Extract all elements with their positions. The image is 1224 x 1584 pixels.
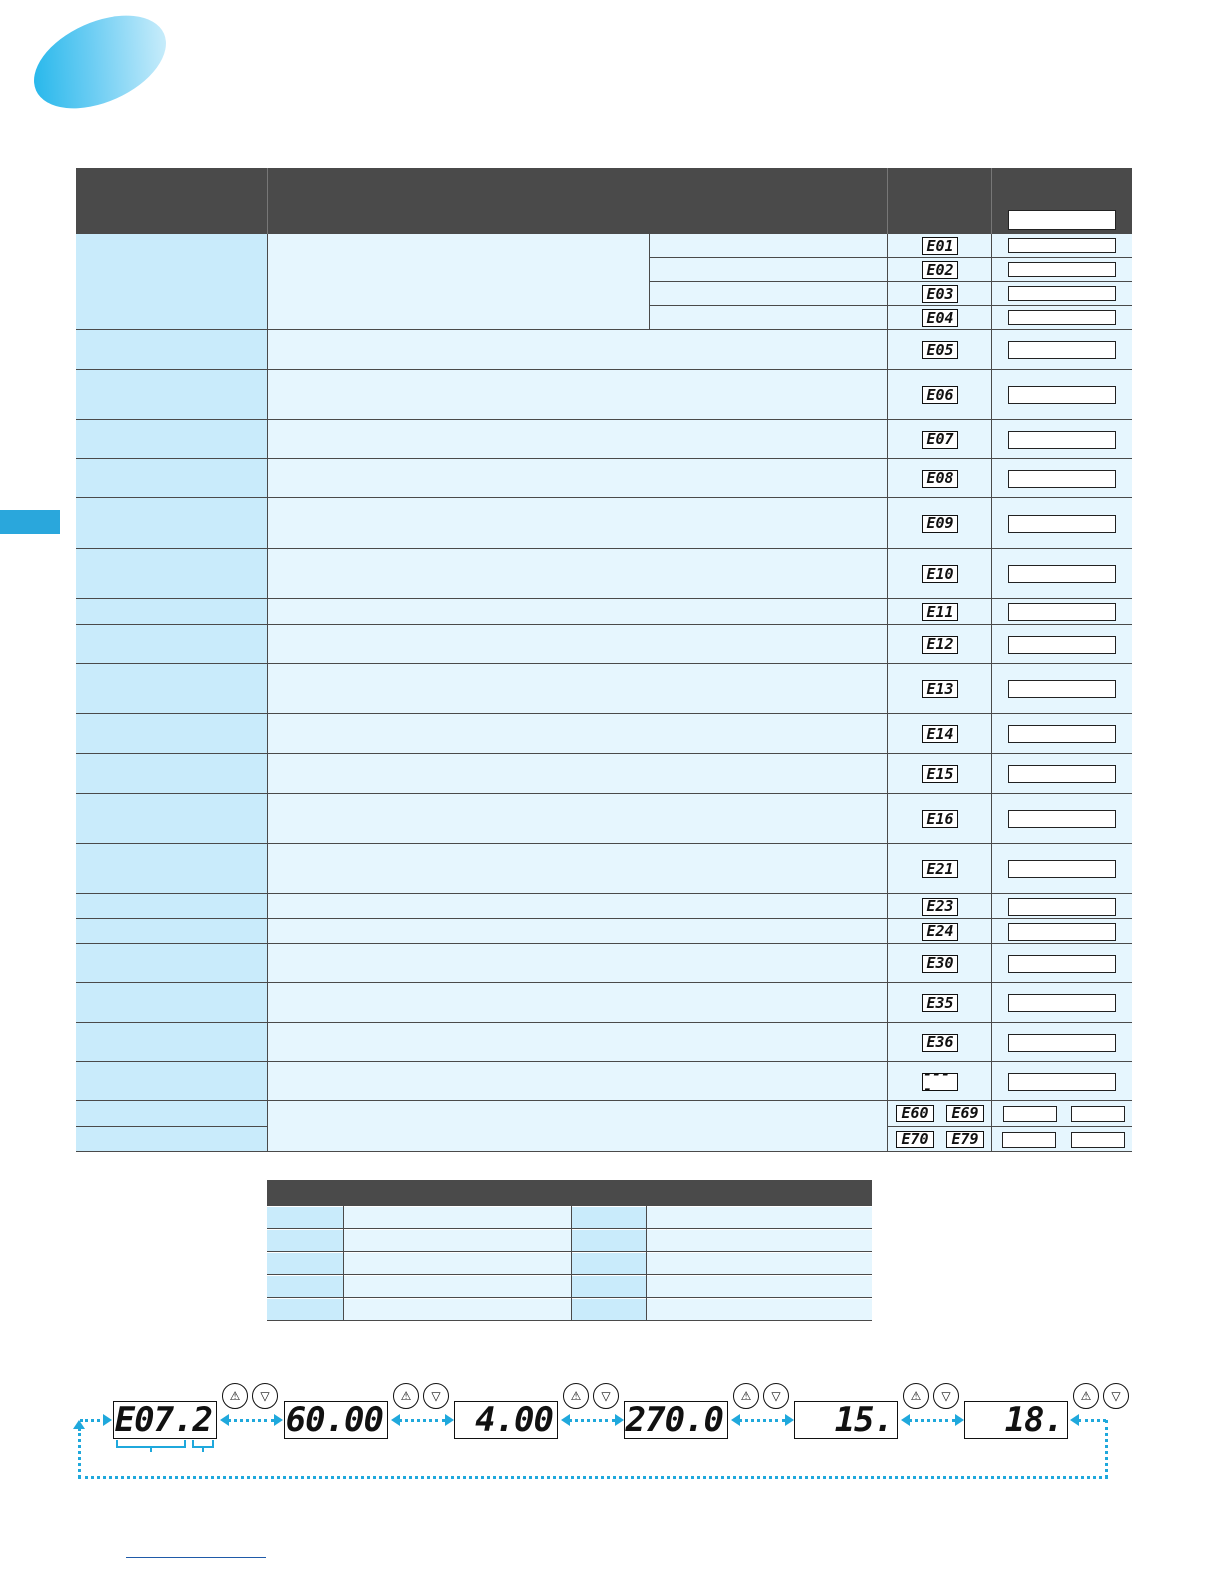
seven-segment-display: 4.00 xyxy=(454,1401,558,1439)
range-start-code: E60 xyxy=(896,1105,934,1122)
seven-segment-display: 15. xyxy=(794,1401,898,1439)
row-body-cell xyxy=(267,754,887,794)
row-label-cell xyxy=(76,844,267,894)
error-code-display: E04 xyxy=(922,309,958,327)
blank-entry-box xyxy=(1008,636,1116,654)
blank-entry-box xyxy=(1008,238,1116,253)
row-label-cell xyxy=(76,330,267,370)
seven-segment-display: 270.0 xyxy=(624,1401,728,1439)
row-label-cell xyxy=(76,1023,267,1062)
legend-table-cell xyxy=(571,1207,646,1229)
dotted-connector xyxy=(227,1419,275,1422)
blank-entry-box xyxy=(1008,515,1116,533)
legend-table-cell xyxy=(646,1276,872,1298)
legend-table-cell xyxy=(646,1253,872,1275)
row-body-cell xyxy=(267,370,887,420)
error-code-display: E01 xyxy=(922,237,958,255)
arrow-right-icon xyxy=(445,1414,454,1426)
arrow-left-icon xyxy=(1070,1414,1079,1426)
grid-line xyxy=(76,1151,1132,1152)
blank-entry-box xyxy=(1008,431,1116,449)
error-code-display: E05 xyxy=(922,341,958,359)
seven-segment-display: 60.00 xyxy=(284,1401,388,1439)
sub-row-cell xyxy=(649,258,887,282)
down-triangle-icon[interactable]: ▽ xyxy=(933,1383,959,1409)
blank-entry-box xyxy=(1008,680,1116,698)
row-label-cell xyxy=(76,420,267,459)
error-code-display: E12 xyxy=(922,636,958,654)
grid-line xyxy=(571,1180,572,1320)
row-body-cell xyxy=(267,1101,887,1152)
dotted-connector xyxy=(738,1419,786,1422)
legend-table-cell xyxy=(646,1230,872,1252)
error-code-display: E09 xyxy=(922,515,958,533)
range-end-code: E69 xyxy=(946,1105,984,1122)
grid-line xyxy=(649,234,650,330)
blank-entry-box xyxy=(1008,765,1116,783)
header-white-box xyxy=(1008,210,1116,230)
blank-entry-box xyxy=(1008,603,1116,621)
blank-entry-box xyxy=(1071,1106,1125,1122)
footer-rule xyxy=(126,1557,266,1558)
row-label-cell xyxy=(76,754,267,794)
blank-entry-box xyxy=(1008,470,1116,488)
sub-row-cell xyxy=(649,282,887,306)
row-label-cell xyxy=(76,370,267,420)
blank-entry-box xyxy=(1008,310,1116,325)
blank-entry-box xyxy=(1008,923,1116,941)
bracket-tick xyxy=(150,1448,152,1452)
error-code-display: E35 xyxy=(922,994,958,1012)
dotted-connector xyxy=(568,1419,616,1422)
row-body-cell xyxy=(267,983,887,1023)
row-body-cell xyxy=(267,330,887,370)
row-body-cell xyxy=(267,1023,887,1062)
blank-entry-box xyxy=(1008,386,1116,404)
row-label-cell xyxy=(76,983,267,1023)
blank-entry-box xyxy=(1008,1073,1116,1091)
blank-entry-box xyxy=(1008,898,1116,916)
row-label-cell xyxy=(76,714,267,754)
down-triangle-icon[interactable]: ▽ xyxy=(763,1383,789,1409)
error-code-display: E02 xyxy=(922,261,958,279)
blank-entry-box xyxy=(1002,1132,1056,1148)
arrow-left-icon xyxy=(561,1414,570,1426)
error-code-display: E10 xyxy=(922,565,958,583)
row-label-cell xyxy=(76,1101,267,1127)
legend-table-cell xyxy=(343,1299,571,1321)
row-label-cell xyxy=(76,459,267,498)
seven-segment-display: 18. xyxy=(964,1401,1068,1439)
blank-entry-box xyxy=(1071,1132,1125,1148)
up-triangle-icon[interactable]: ⚠ xyxy=(1073,1383,1099,1409)
sub-row-cell xyxy=(649,234,887,258)
row-body-cell xyxy=(267,794,887,844)
error-code-display: E21 xyxy=(922,860,958,878)
error-code-display: E15 xyxy=(922,765,958,783)
up-triangle-icon[interactable]: ⚠ xyxy=(733,1383,759,1409)
seven-segment-display: E07.2 xyxy=(113,1401,217,1439)
legend-table-cell xyxy=(343,1230,571,1252)
legend-table-cell xyxy=(267,1230,343,1252)
row-body-cell xyxy=(267,894,887,919)
error-code-display: ---- xyxy=(922,1073,958,1091)
up-triangle-icon[interactable]: ⚠ xyxy=(393,1383,419,1409)
row-body-cell xyxy=(267,420,887,459)
blank-entry-box xyxy=(1003,1106,1057,1122)
legend-table-cell xyxy=(571,1299,646,1321)
legend-table-cell xyxy=(571,1230,646,1252)
dotted-connector xyxy=(398,1419,446,1422)
grid-line xyxy=(267,234,268,1152)
row-label-cell xyxy=(76,794,267,844)
grid-line xyxy=(343,1180,344,1320)
error-code-display: E13 xyxy=(922,680,958,698)
header-logo-oval xyxy=(20,0,180,127)
blank-entry-box xyxy=(1008,565,1116,583)
row-label-cell xyxy=(76,599,267,625)
down-triangle-icon[interactable]: ▽ xyxy=(1103,1383,1129,1409)
legend-table-cell xyxy=(571,1276,646,1298)
error-code-display: E08 xyxy=(922,470,958,488)
row-label-cell xyxy=(76,664,267,714)
grid-line xyxy=(646,1180,647,1320)
error-code-display: E06 xyxy=(922,386,958,404)
legend-table-cell xyxy=(267,1299,343,1321)
up-triangle-icon[interactable]: ⚠ xyxy=(222,1383,248,1409)
row-body-cell xyxy=(267,919,887,944)
sub-row-cell xyxy=(649,306,887,330)
row-label-cell xyxy=(76,498,267,549)
down-triangle-icon[interactable]: ▽ xyxy=(593,1383,619,1409)
blank-entry-box xyxy=(1008,955,1116,973)
dotted-connector xyxy=(908,1419,956,1422)
blank-entry-box xyxy=(1008,810,1116,828)
blank-entry-box xyxy=(1008,994,1116,1012)
row-body-cell xyxy=(267,714,887,754)
error-code-display: E23 xyxy=(922,898,958,916)
bracket-tick xyxy=(202,1448,204,1452)
blank-entry-box xyxy=(1008,725,1116,743)
arrow-right-icon xyxy=(785,1414,794,1426)
dotted-connector xyxy=(1078,1419,1106,1422)
row-label-cell xyxy=(76,1127,267,1152)
table-header xyxy=(76,168,1132,234)
arrow-up-icon xyxy=(73,1420,85,1429)
range-start-code: E70 xyxy=(896,1131,934,1148)
arrow-left-icon xyxy=(731,1414,740,1426)
dotted-connector xyxy=(78,1476,1108,1479)
row-label-cell xyxy=(76,894,267,919)
blank-entry-box xyxy=(1008,1034,1116,1052)
arrow-left-icon xyxy=(391,1414,400,1426)
row-body-cell xyxy=(267,944,887,983)
blank-entry-box xyxy=(1008,286,1116,301)
error-code-display: E30 xyxy=(922,955,958,973)
row-label-cell xyxy=(76,1062,267,1101)
section-side-tab xyxy=(0,510,60,534)
error-code-display: E03 xyxy=(922,285,958,303)
blank-entry-box xyxy=(1008,860,1116,878)
arrow-right-icon xyxy=(615,1414,624,1426)
row-label-cell xyxy=(76,919,267,944)
dotted-connector xyxy=(78,1428,81,1478)
row-body-cell xyxy=(267,234,649,330)
legend-table-cell xyxy=(343,1253,571,1275)
row-label-cell xyxy=(76,549,267,599)
row-label-cell xyxy=(76,234,267,330)
error-code-display: E07 xyxy=(922,431,958,449)
error-code-display: E16 xyxy=(922,810,958,828)
arrow-left-icon xyxy=(220,1414,229,1426)
row-body-cell xyxy=(267,459,887,498)
row-body-cell xyxy=(267,664,887,714)
blank-entry-box xyxy=(1008,262,1116,277)
error-code-display: E11 xyxy=(922,603,958,621)
legend-table-cell xyxy=(267,1253,343,1275)
row-body-cell xyxy=(267,625,887,664)
up-triangle-icon[interactable]: ⚠ xyxy=(563,1383,589,1409)
row-body-cell xyxy=(267,549,887,599)
legend-table-cell xyxy=(646,1207,872,1229)
digit-group-bracket xyxy=(192,1440,214,1448)
up-triangle-icon[interactable]: ⚠ xyxy=(903,1383,929,1409)
grid-line xyxy=(887,234,888,1152)
row-body-cell xyxy=(267,1062,887,1101)
dotted-connector xyxy=(1105,1420,1108,1478)
row-label-cell xyxy=(76,944,267,983)
arrow-right-icon xyxy=(955,1414,964,1426)
down-triangle-icon[interactable]: ▽ xyxy=(252,1383,278,1409)
error-code-display: E14 xyxy=(922,725,958,743)
digit-group-bracket xyxy=(116,1440,186,1448)
grid-line xyxy=(991,234,992,1152)
error-code-display: E24 xyxy=(922,923,958,941)
legend-table-cell xyxy=(267,1207,343,1229)
blank-entry-box xyxy=(1008,341,1116,359)
row-label-cell xyxy=(76,625,267,664)
row-body-cell xyxy=(267,844,887,894)
row-body-cell xyxy=(267,498,887,549)
row-body-cell xyxy=(267,599,887,625)
legend-table-cell xyxy=(646,1299,872,1321)
down-triangle-icon[interactable]: ▽ xyxy=(423,1383,449,1409)
legend-table-cell xyxy=(343,1207,571,1229)
arrow-left-icon xyxy=(901,1414,910,1426)
legend-table-cell xyxy=(571,1253,646,1275)
arrow-right-icon xyxy=(274,1414,283,1426)
range-end-code: E79 xyxy=(946,1131,984,1148)
error-code-display: E36 xyxy=(922,1034,958,1052)
legend-table-cell xyxy=(343,1276,571,1298)
legend-table-cell xyxy=(267,1276,343,1298)
